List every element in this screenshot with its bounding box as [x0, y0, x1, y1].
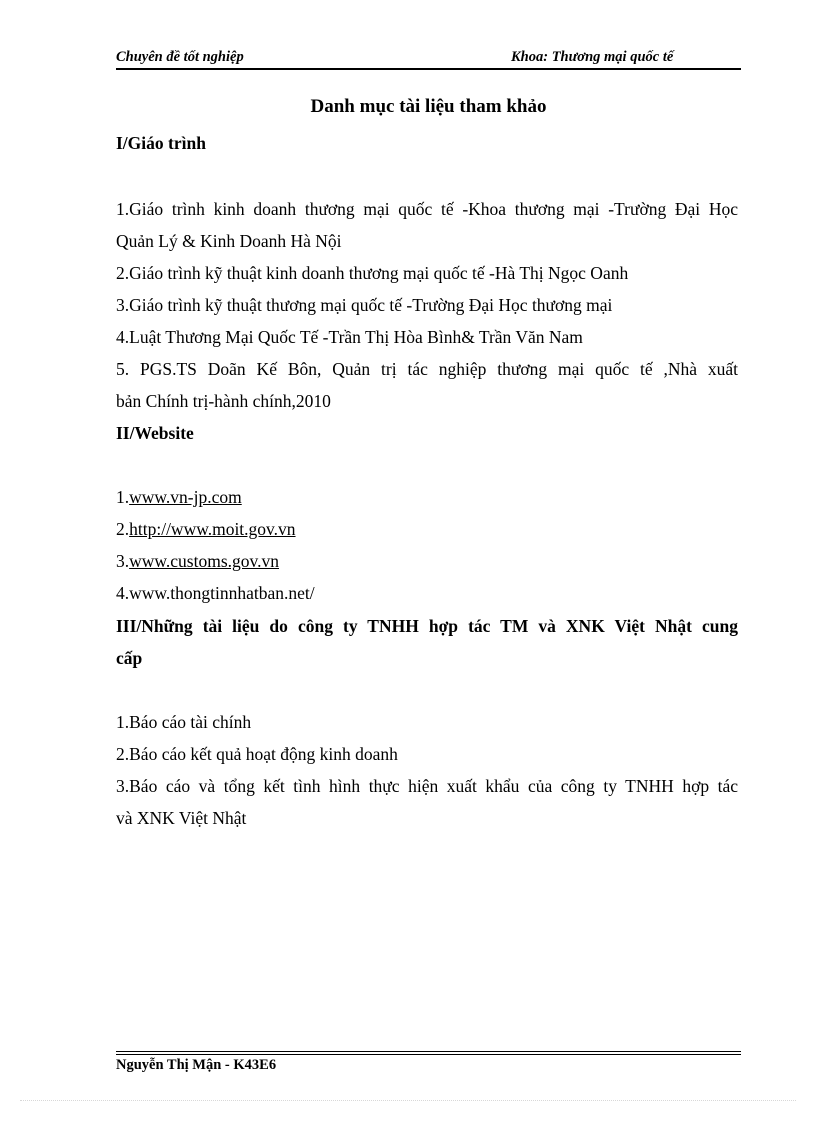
company-doc-item-3-line-1: 3.Báo cáo và tổng kết tình hình thực hiện xuất khẩu của công ty TNHH hợp tác: [116, 776, 738, 796]
website-item-2: [116, 513, 738, 545]
website-item-1: [116, 481, 738, 513]
textbook-item-5-line-2: bản Chính trị-hành chính,2010: [116, 391, 331, 411]
section-heading-company-docs-line-2: cấp: [116, 648, 143, 668]
section-heading-company-docs-line-1: III/Những tài liệu do công ty TNHH hợp tác TM và XNK Việt Nhật cung: [116, 616, 738, 636]
website-item-number: 4.: [116, 583, 130, 603]
textbook-item-4: 4.Luật Thương Mại Quốc Tế -Trần Thị Hòa Bình& Trần Văn Nam: [116, 327, 583, 347]
website-item-3: [116, 545, 738, 577]
textbook-item-5-line-1: 5. PGS.TS Doãn Kế Bôn, Quản trị tác nghiệp thương mại quốc tế ,Nhà xuất: [116, 359, 738, 379]
footer-author: Nguyễn Thị Mận - K43E6: [116, 1057, 277, 1073]
section-heading-textbooks: I/Giáo trình: [116, 133, 206, 153]
textbook-item-1-line-2: Quản Lý & Kinh Doanh Hà Nội: [116, 231, 342, 251]
company-doc-item-3-line-2: và XNK Việt Nhật: [116, 808, 247, 828]
page-title: Danh mục tài liệu tham khảo: [310, 96, 547, 117]
header-faculty-label: Khoa: Thương mại quốc tế: [511, 49, 674, 65]
website-item-number: 2.: [116, 519, 130, 539]
page-bottom-border: [20, 1100, 796, 1101]
website-link[interactable]: www.customs.gov.vn: [129, 551, 280, 571]
website-item-4: [116, 577, 738, 609]
company-doc-item-1: 1.Báo cáo tài chính: [116, 712, 252, 732]
website-link[interactable]: www.vn-jp.com: [129, 487, 242, 507]
section-heading-websites: II/Website: [116, 423, 194, 443]
footer-rule: [116, 1051, 741, 1055]
header-thesis-label: Chuyên đề tốt nghiệp: [116, 49, 244, 65]
textbook-item-3: 3.Giáo trình kỹ thuật thương mại quốc tế -Trường Đại Học thương mại: [116, 295, 613, 315]
page-header: [116, 47, 741, 70]
textbook-item-2: 2.Giáo trình kỹ thuật kinh doanh thương mại quốc tế -Hà Thị Ngọc Oanh: [116, 263, 629, 283]
website-text: www.thongtinnhatban.net/: [129, 583, 315, 603]
website-link[interactable]: http://www.moit.gov.vn: [129, 519, 296, 539]
website-item-number: 1.: [116, 487, 130, 507]
textbook-item-1-line-1: 1.Giáo trình kinh doanh thương mại quốc tế -Khoa thương mại -Trường Đại Học: [116, 199, 738, 219]
website-item-number: 3.: [116, 551, 130, 571]
company-doc-item-2: 2.Báo cáo kết quả hoạt động kinh doanh: [116, 744, 398, 764]
